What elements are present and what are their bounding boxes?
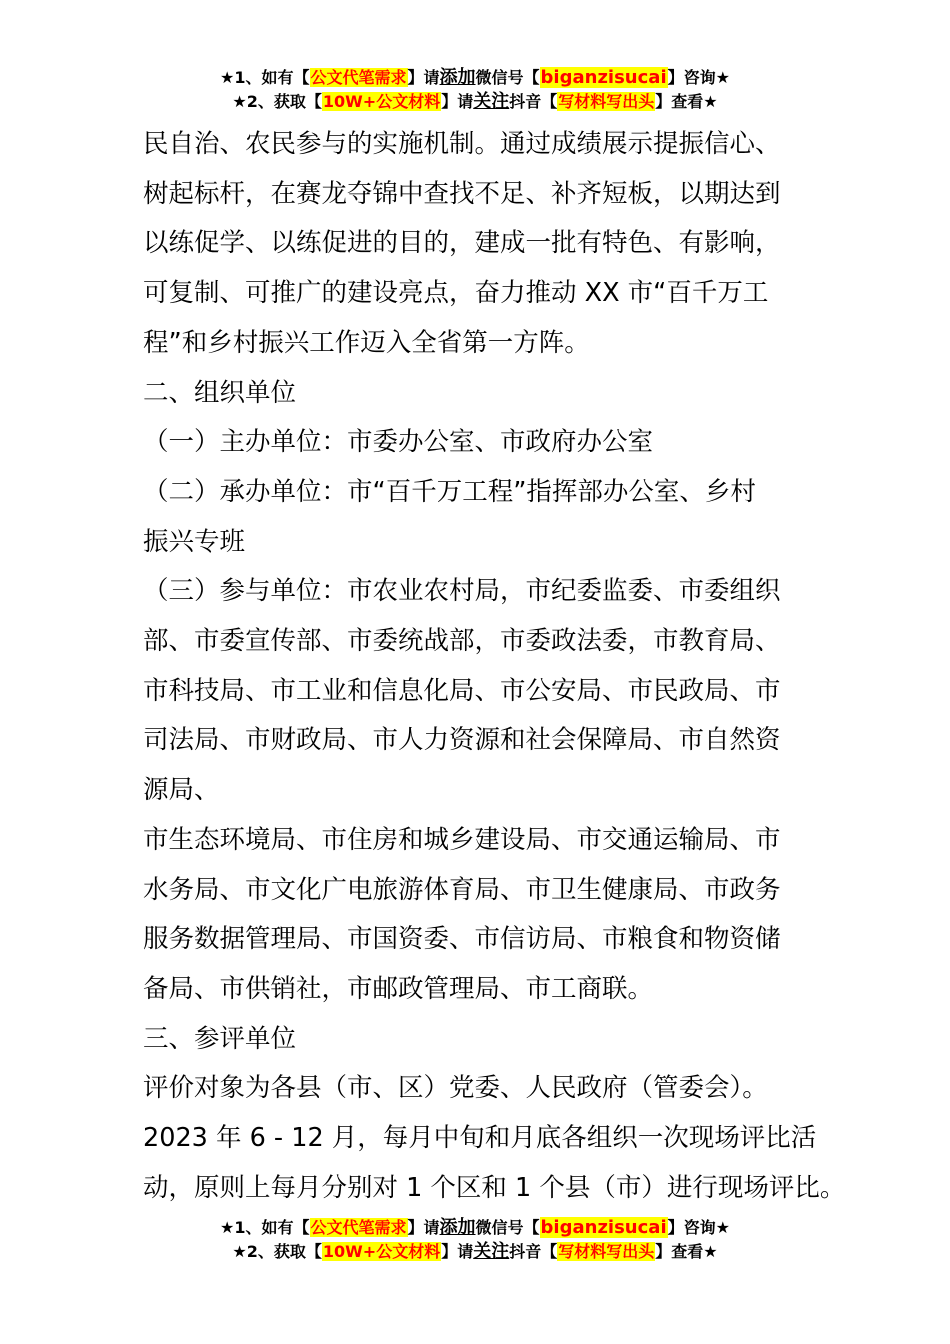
top-banner xyxy=(0,66,950,114)
banner-highlight: 公文代笔需求 xyxy=(310,68,407,87)
banner-highlight: 10W+公文材料 xyxy=(322,1242,441,1261)
banner-text: ★1、如有【 xyxy=(220,1218,310,1237)
body-line: 民自治、农民参与的实施机制。通过成绩展示提振信心、 xyxy=(143,129,781,159)
banner-text: 】查看★ xyxy=(655,1242,718,1261)
banner-text: ★1、如有【 xyxy=(220,68,310,87)
banner-text: 】咨询★ xyxy=(667,1218,730,1237)
banner-wechat-id: biganzisucai xyxy=(540,1217,667,1238)
body-line: 动，原则上每月分别对 1 个区和 1 个县（市）进行现场评比。 xyxy=(143,1172,846,1203)
body-line: 市科技局、市工业和信息化局、市公安局、市民政局、市 xyxy=(143,675,781,706)
banner-text: 】咨询★ xyxy=(667,68,730,87)
banner-underline: 添加 xyxy=(439,1217,476,1238)
banner-underline: 添加 xyxy=(439,67,476,88)
banner-line-1 xyxy=(0,66,950,90)
banner-highlight: 写材料写出头 xyxy=(558,92,655,111)
banner-text: 】请 xyxy=(441,92,474,111)
banner-line-1 xyxy=(0,1216,950,1240)
body-line: 评价对象为各县（市、区）党委、人民政府（管委会）。 xyxy=(143,1073,768,1104)
body-line: 以练促学、以练促进的目的，建成一批有特色、有影响， xyxy=(143,228,781,259)
document-body xyxy=(143,120,846,1213)
section-heading: 二、组织单位 xyxy=(143,377,297,408)
banner-highlight: 公文代笔需求 xyxy=(310,1218,407,1237)
banner-text: 微信号【 xyxy=(475,68,540,87)
banner-text: 微信号【 xyxy=(475,1218,540,1237)
banner-highlight: 写材料写出头 xyxy=(558,1242,655,1261)
body-line: 源局、 xyxy=(143,775,220,806)
banner-highlight: 10W+公文材料 xyxy=(322,92,441,111)
body-line: （二）承办单位：市“百千万工程”指挥部办公室、乡村 xyxy=(143,476,756,507)
banner-line-2 xyxy=(0,1240,950,1264)
body-line: 2023 年 6 - 12 月，每月中旬和月底各组织一次现场评比活 xyxy=(143,1123,817,1154)
banner-text: 抖音【 xyxy=(509,92,558,111)
banner-text: ★2、获取【 xyxy=(232,92,322,111)
banner-text: 】查看★ xyxy=(655,92,718,111)
body-line: 备局、市供销社，市邮政管理局、市工商联。 xyxy=(143,973,654,1004)
banner-text: ★2、获取【 xyxy=(232,1242,322,1261)
section-heading: 三、参评单位 xyxy=(143,1023,297,1054)
banner-text: 】请 xyxy=(407,68,440,87)
body-line: 程”和乡村振兴工作迈入全省第一方阵。 xyxy=(143,327,590,358)
body-line: 树起标杆，在赛龙夺锦中查找不足、补齐短板，以期达到 xyxy=(143,178,781,209)
banner-wechat-id: biganzisucai xyxy=(540,67,667,88)
body-line: 水务局、市文化广电旅游体育局、市卫生健康局、市政务 xyxy=(143,874,781,905)
banner-line-2 xyxy=(0,90,950,114)
body-line: 服务数据管理局、市国资委、市信访局、市粮食和物资储 xyxy=(143,924,781,955)
banner-underline: 关注 xyxy=(473,1241,510,1262)
banner-underline: 关注 xyxy=(473,91,510,112)
body-line: （三）参与单位：市农业农村局，市纪委监委、市委组织 xyxy=(143,576,781,607)
body-line: 市生态环境局、市住房和城乡建设局、市交通运输局、市 xyxy=(143,824,781,855)
banner-text: 】请 xyxy=(407,1218,440,1237)
banner-text: 】请 xyxy=(441,1242,474,1261)
banner-text: 抖音【 xyxy=(509,1242,558,1261)
body-line: 部、市委宣传部、市委统战部，市委政法委，市教育局、 xyxy=(143,626,781,657)
body-line: 司法局、市财政局、市人力资源和社会保障局、市自然资 xyxy=(143,725,781,756)
body-line: 振兴专班 xyxy=(143,526,246,557)
bottom-banner xyxy=(0,1216,950,1264)
body-line: （一）主办单位：市委办公室、市政府办公室 xyxy=(143,427,654,458)
body-line: 可复制、可推广的建设亮点，奋力推动 XX 市“百千万工 xyxy=(143,278,769,309)
